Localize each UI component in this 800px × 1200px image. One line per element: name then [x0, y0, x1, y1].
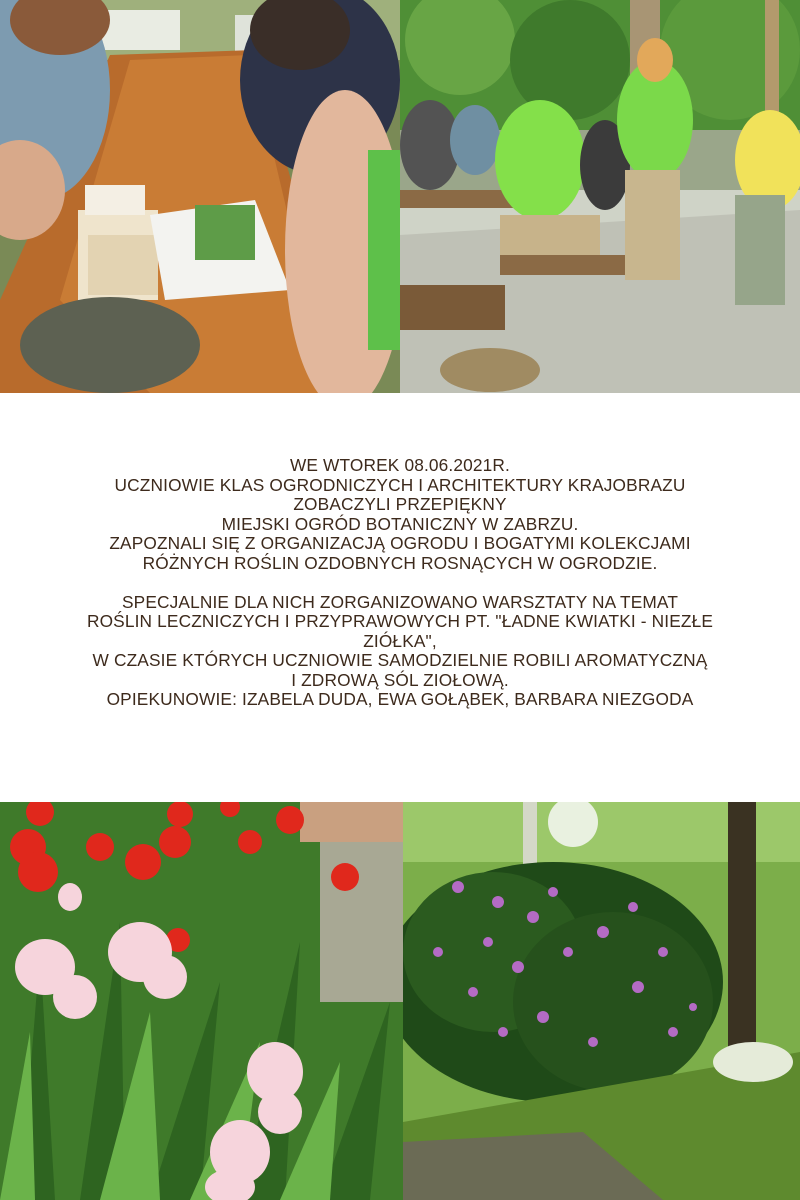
text-line: ZIÓŁKA", — [363, 630, 437, 651]
date-line: WE WTOREK 08.06.2021R. — [289, 455, 511, 475]
photo-workshop-shelter — [400, 0, 800, 393]
photo-poppies-irises — [0, 802, 403, 1200]
text-line: UCZNIOWIE KLAS OGRODNICZYCH I ARCHITEKTURY KRAJOBRAZU — [114, 474, 686, 495]
text-line: SPECJALNIE DLA NICH ZORGANIZOWANO WARSZTATY NA TEMAT — [121, 591, 679, 612]
text-line: ZAPOZNALI SIĘ Z ORGANIZACJĄ OGRODU I BOGATYMI KOLEKCJAMI — [109, 533, 691, 553]
caretakers-line: OPIEKUNOWIE: IZABELA DUDA, EWA GOŁĄBEK, BARBARA NIEZGODA — [106, 689, 694, 709]
text-line: W CZASIE KTÓRYCH UCZNIOWIE SAMODZIELNIE ROBILI AROMATYCZNĄ — [92, 650, 708, 670]
text-line: MIEJSKI OGRÓD BOTANICZNY W ZABRZU. — [221, 513, 579, 534]
photo-students-at-table — [0, 0, 400, 393]
photo-rhododendron-park — [403, 802, 800, 1200]
paragraph-gap — [40, 573, 760, 593]
announcement-text — [40, 456, 760, 710]
text-line: I ZDROWĄ SÓL ZIOŁOWĄ. — [291, 669, 509, 690]
text-line: ZOBACZYLI PRZEPIĘKNY — [293, 494, 507, 514]
text-line: ROŚLIN LECZNICZYCH I PRZYPRAWOWYCH PT. "ŁADNE KWIATKI - NIEZŁE — [86, 611, 714, 631]
text-line: RÓŻNYCH ROŚLIN OZDOBNYCH ROSNĄCYCH W OGRODZIE. — [142, 552, 658, 573]
